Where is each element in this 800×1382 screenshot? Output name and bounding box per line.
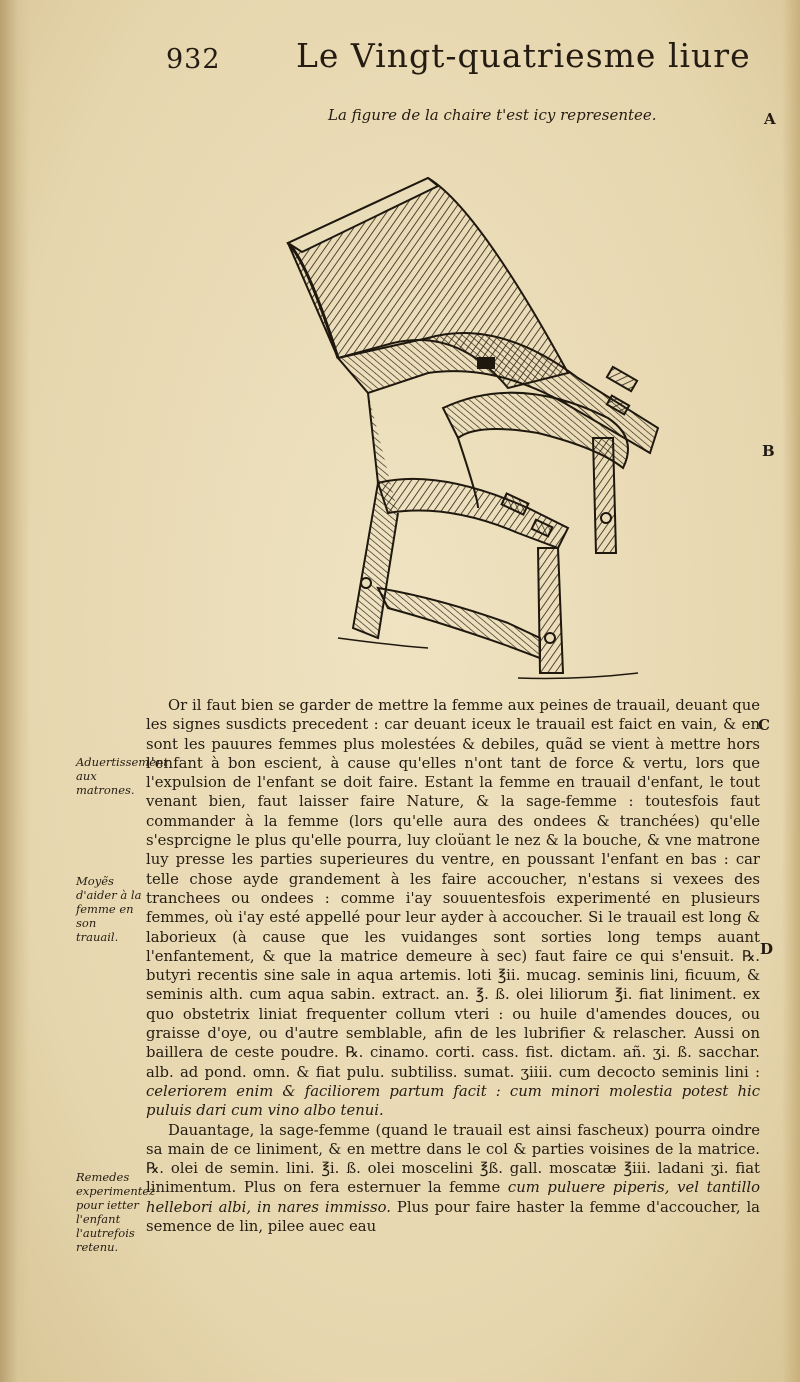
- margin-letter-d: D: [760, 940, 774, 958]
- binding-shadow: [0, 0, 30, 1382]
- marginal-note: Remedes experimentez pour ietter l'enfant l'autrefois retenu.: [76, 1170, 156, 1254]
- paragraph: [146, 1121, 760, 1237]
- page-edge: [782, 0, 800, 1382]
- margin-letter-a: A: [764, 110, 776, 128]
- latin-text: celeriorem enim & faciliorem partum facit : cum minori molestia potest hic puluis dari cum vino albo tenui.: [146, 1082, 760, 1120]
- running-title: Le Vingt-quatriesme liure: [296, 36, 751, 75]
- birthing-chair-illustration: [278, 168, 678, 688]
- main-text: [146, 696, 760, 1236]
- margin-letter-b: B: [762, 442, 775, 460]
- page-number: 932: [166, 44, 221, 75]
- paragraph: [146, 696, 760, 1121]
- latin-text: cum puluere piperis, vel tantillo hellebori albi, in nares immisso.: [146, 1179, 760, 1216]
- marginal-note: Aduertissement aux matrones.: [76, 755, 169, 797]
- paragraph-text: Or il faut bien se garder de mettre la femme aux peines de trauail, deuant que les signes susdicts precedent : car deuant iceux le trauail est faict en vain, & en sont les pauures femmes plus molestées & debiles, quãd se vient à mettre hors l'enfant à bon escient, à cause qu'elles n'ont tant de force & vertu, lors que l'expulsion de l'enfant se doit faire. Estant la femme en trauail d'enfant, le tout venant bien, faut laisser faire Nature, & la sage-femme : toutesfois faut commander à la femme (lors qu'elle aura des ondees & tranchées) qu'elle s'esprcigne le plus qu'elle pourra, luy cloüant le nez & la bouche, & vne matrone luy presse les parties superieures du ventre, en poussant l'enfant en bas : car telle chose ayde grandement à les faire accoucher, n'estans si vexees des tranchees ou ondees : comme i'ay souuentesfois experimenté en plusieurs femmes, où i'ay esté appellé pour leur ayder à accoucher. Si le trauail est long & laborieux (à cause que les vuidanges sont sorties long temps auant l'enfantement, & que la matrice demeure à sec) faut faire ce qui s'ensuit. ℞. butyri recentis sine sale in aqua artemis. loti ℥ii. mucag. seminis lini, ficuum, & seminis alth. cum aqua sabin. extract. an. ℥. ß. olei liliorum ℥i. fiat liniment. ex quo obstetrix liniat frequenter collum vteri : ou huile d'amendes douces, ou graisse d'oye, ou d'autre semblable, afin de les lubrifier & relascher. Aussi on baillera de ceste poudre. ℞. cinamo. corti. cass. fist. dictam. añ. ʒi. ß. sacchar. alb. ad pond. omn. & fiat pulu. subtiliss. sumat. ʒiiii. cum decocto seminis lini :: [146, 697, 760, 1081]
- marginal-note: Moyẽs d'aider à la femme en son trauail.: [76, 874, 142, 944]
- margin-letter-c: C: [758, 716, 770, 734]
- paragraph-text: Dauantage, la sage-femme (quand le trauail est ainsi fascheux) pourra oindre sa main de ce liniment, & en mettre dans le col & parties voisines de la matrice. ℞. olei de semin. lini. ℥i. ß. olei moscelini ℥ß. gall. moscatæ ℥iii. ladani ʒi. fiat linimentum. Plus on fera esternuer la femme: [146, 1121, 760, 1197]
- paragraph-text: Plus pour faire haster la femme d'accoucher, la semence de lin, pilee auec eau: [146, 1198, 761, 1236]
- figure-caption: La figure de la chaire t'est icy representee.: [328, 106, 657, 124]
